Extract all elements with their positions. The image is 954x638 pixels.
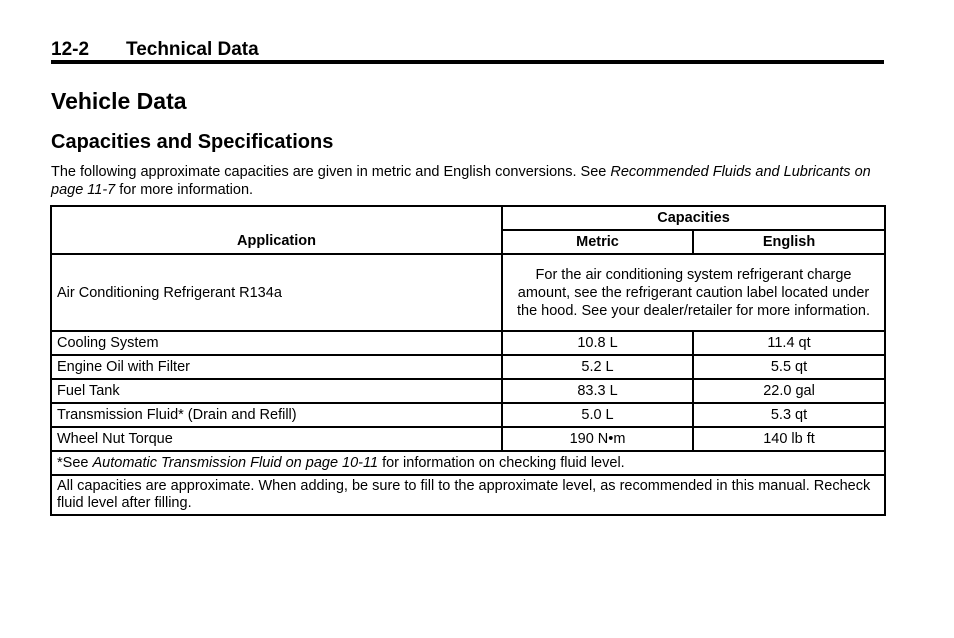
capacities-table <box>50 205 886 516</box>
application-cell: Wheel Nut Torque <box>51 427 502 451</box>
english-cell: 5.3 qt <box>693 403 885 427</box>
table-row <box>51 379 885 403</box>
section-subtitle: Capacities and Specifications <box>51 131 334 153</box>
table-row <box>51 331 885 355</box>
application-cell: Transmission Fluid* (Drain and Refill) <box>51 403 502 427</box>
general-note-cell: All capacities are approximate. When adding, be sure to fill to the approximate level, as recommended in this manual. Recheck fluid level after filling. <box>51 475 885 515</box>
recommended-fluids-link[interactable]: Recommended Fluids and Lubricants on page 11-7 <box>51 164 871 198</box>
intro-text-before: The following approximate capacities are given in metric and English conversions. See <box>51 164 611 180</box>
intro-paragraph <box>51 163 881 199</box>
header-capacities: Capacities <box>502 206 885 230</box>
transmission-fluid-link[interactable]: Automatic Transmission Fluid on page 10-11 <box>92 454 379 471</box>
table-row <box>51 427 885 451</box>
header-application: Application <box>51 206 502 254</box>
english-cell: 5.5 qt <box>693 355 885 379</box>
refrigerant-note-cell: For the air conditioning system refrigerant charge amount, see the refrigerant caution label located under the hood. See your dealer/retailer for more information. <box>502 254 885 331</box>
footnote-row <box>51 451 885 475</box>
metric-cell: 5.2 L <box>502 355 693 379</box>
metric-cell: 190 N•m <box>502 427 693 451</box>
general-note-row <box>51 475 885 515</box>
english-cell: 11.4 qt <box>693 331 885 355</box>
table-row <box>51 403 885 427</box>
application-cell: Fuel Tank <box>51 379 502 403</box>
application-cell: Air Conditioning Refrigerant R134a <box>51 254 502 331</box>
header-english: English <box>693 230 885 254</box>
intro-text-after: for more information. <box>115 182 254 198</box>
section-title: Technical Data <box>126 39 259 60</box>
page-number: 12-2 <box>51 39 90 60</box>
table-row <box>51 355 885 379</box>
page-title: Vehicle Data <box>51 88 187 114</box>
table-row <box>51 254 885 331</box>
footnote-prefix: *See <box>57 454 93 471</box>
english-cell: 22.0 gal <box>693 379 885 403</box>
application-cell: Engine Oil with Filter <box>51 355 502 379</box>
english-cell: 140 lb ft <box>693 427 885 451</box>
metric-cell: 5.0 L <box>502 403 693 427</box>
metric-cell: 83.3 L <box>502 379 693 403</box>
header-metric: Metric <box>502 230 693 254</box>
application-cell: Cooling System <box>51 331 502 355</box>
metric-cell: 10.8 L <box>502 331 693 355</box>
footnote-suffix: for information on checking fluid level. <box>378 454 625 471</box>
page-header <box>51 38 884 64</box>
footnote-cell <box>51 451 885 475</box>
